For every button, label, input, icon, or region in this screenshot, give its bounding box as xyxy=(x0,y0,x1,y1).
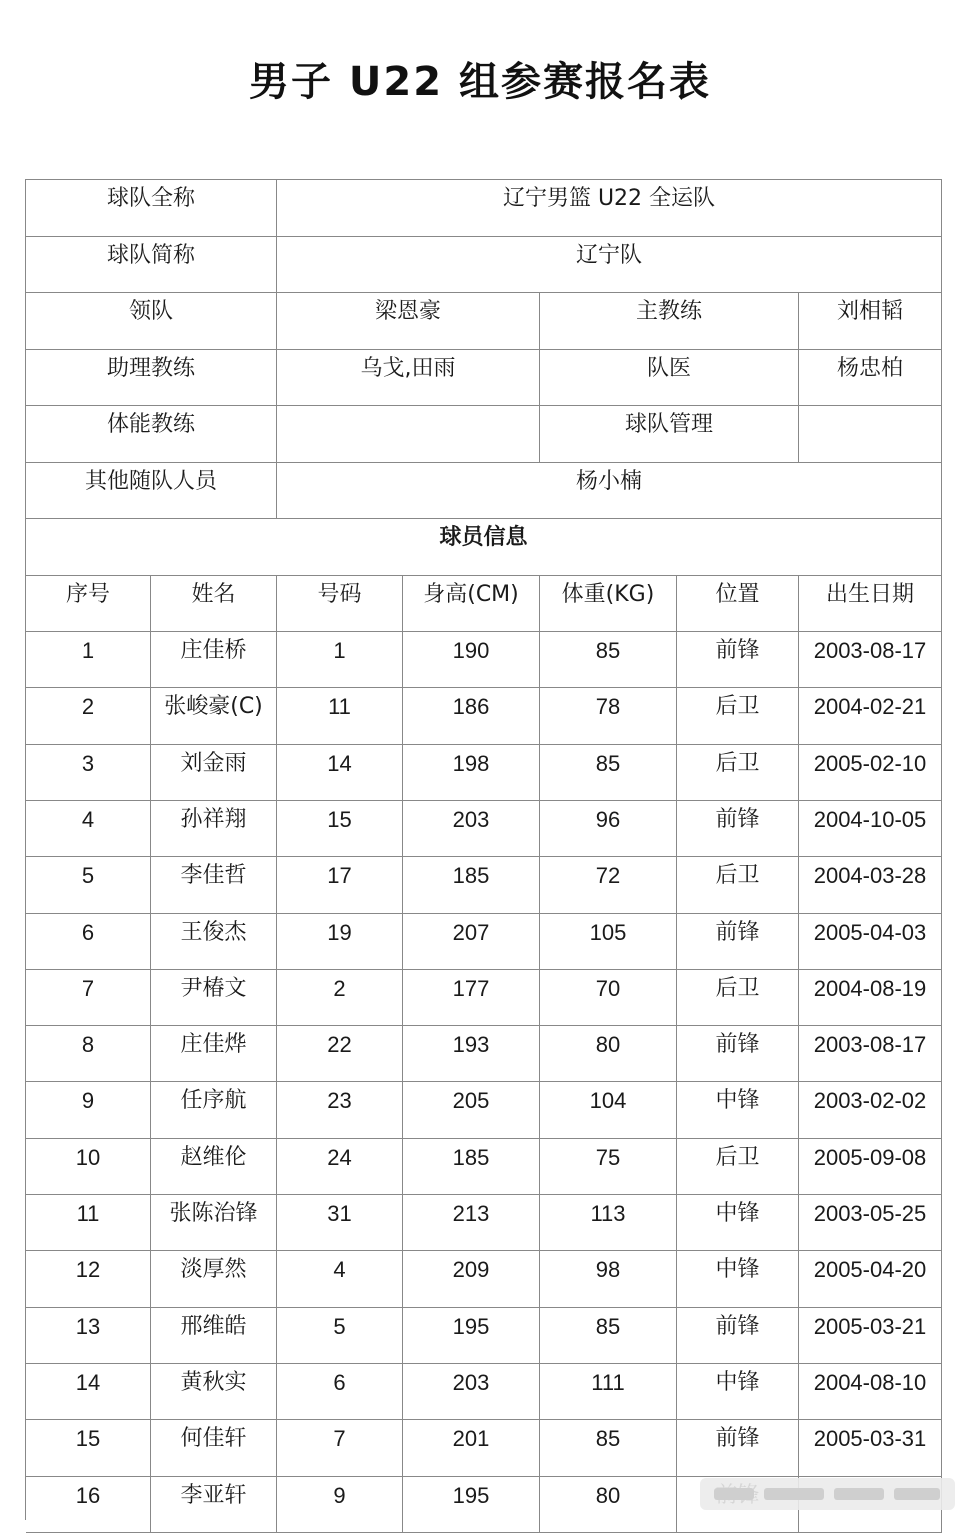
cell-position: 后卫 xyxy=(677,1139,799,1195)
cell-height: 203 xyxy=(403,1364,540,1420)
cell-position: 中锋 xyxy=(677,1251,799,1308)
cell-height: 207 xyxy=(403,914,540,970)
cell-weight: 98 xyxy=(540,1251,677,1308)
cell-position: 中锋 xyxy=(677,1195,799,1251)
cell-weight: 75 xyxy=(540,1139,677,1195)
cell-height: 185 xyxy=(403,857,540,914)
cell-birthdate: 2005-03-21 xyxy=(799,1308,942,1364)
cell-height: 203 xyxy=(403,801,540,857)
cell-position: 前锋 xyxy=(677,632,799,688)
cell-weight: 85 xyxy=(540,632,677,688)
cell-weight: 96 xyxy=(540,801,677,857)
cell-number: 4 xyxy=(277,1251,403,1308)
cell-weight: 105 xyxy=(540,914,677,970)
cell-name: 王俊杰 xyxy=(151,914,277,970)
cell-position: 前锋 xyxy=(677,914,799,970)
cell-birthdate: 2004-03-28 xyxy=(799,857,942,914)
leader-value: 梁恩豪 xyxy=(277,293,540,350)
cell-height: 195 xyxy=(403,1308,540,1364)
cell-weight: 111 xyxy=(540,1364,677,1420)
column-header-weight: 体重(KG) xyxy=(540,576,677,632)
cell-weight: 113 xyxy=(540,1195,677,1251)
watermark-mark xyxy=(714,1488,754,1500)
leader-label: 领队 xyxy=(26,293,277,350)
cell-name: 何佳轩 xyxy=(151,1420,277,1477)
team-full-name-value: 辽宁男篮 U22 全运队 xyxy=(277,180,942,237)
cell-name: 李佳哲 xyxy=(151,857,277,914)
cell-name: 张陈治锋 xyxy=(151,1195,277,1251)
cell-weight: 72 xyxy=(540,857,677,914)
cell-number: 19 xyxy=(277,914,403,970)
cell-height: 205 xyxy=(403,1082,540,1139)
cell-index: 2 xyxy=(26,688,151,745)
cell-number: 9 xyxy=(277,1477,403,1533)
cell-name: 李亚轩 xyxy=(151,1477,277,1533)
column-header-number: 号码 xyxy=(277,576,403,632)
cell-height: 198 xyxy=(403,745,540,801)
cell-name: 黄秋实 xyxy=(151,1364,277,1420)
watermark-mark xyxy=(894,1488,940,1500)
cell-height: 177 xyxy=(403,970,540,1026)
head-coach-label: 主教练 xyxy=(540,293,799,350)
cell-index: 7 xyxy=(26,970,151,1026)
watermark-mark xyxy=(764,1488,824,1500)
cell-birthdate: 2003-08-17 xyxy=(799,632,942,688)
cell-position: 后卫 xyxy=(677,745,799,801)
cell-name: 邢维皓 xyxy=(151,1308,277,1364)
cell-index: 1 xyxy=(26,632,151,688)
cell-index: 16 xyxy=(26,1477,151,1533)
cell-index: 5 xyxy=(26,857,151,914)
cell-birthdate: 2004-08-10 xyxy=(799,1364,942,1420)
cell-position: 后卫 xyxy=(677,688,799,745)
registration-table xyxy=(25,179,942,1520)
cell-name: 庄佳桥 xyxy=(151,632,277,688)
cell-name: 庄佳烨 xyxy=(151,1026,277,1082)
cell-name: 刘金雨 xyxy=(151,745,277,801)
cell-index: 11 xyxy=(26,1195,151,1251)
cell-birthdate: 2005-09-08 xyxy=(799,1139,942,1195)
cell-number: 24 xyxy=(277,1139,403,1195)
cell-height: 195 xyxy=(403,1477,540,1533)
cell-name: 尹椿文 xyxy=(151,970,277,1026)
cell-height: 213 xyxy=(403,1195,540,1251)
cell-index: 10 xyxy=(26,1139,151,1195)
cell-name: 孙祥翔 xyxy=(151,801,277,857)
cell-position: 前锋 xyxy=(677,1026,799,1082)
cell-weight: 85 xyxy=(540,745,677,801)
cell-position: 中锋 xyxy=(677,1082,799,1139)
other-staff-value: 杨小楠 xyxy=(277,463,942,519)
cell-birthdate: 2005-02-10 xyxy=(799,745,942,801)
cell-index: 13 xyxy=(26,1308,151,1364)
cell-weight: 70 xyxy=(540,970,677,1026)
cell-birthdate: 2005-04-20 xyxy=(799,1251,942,1308)
cell-number: 31 xyxy=(277,1195,403,1251)
cell-number: 11 xyxy=(277,688,403,745)
cell-number: 6 xyxy=(277,1364,403,1420)
cell-position: 中锋 xyxy=(677,1364,799,1420)
cell-height: 186 xyxy=(403,688,540,745)
cell-number: 5 xyxy=(277,1308,403,1364)
team-manager-label: 球队管理 xyxy=(540,406,799,463)
cell-position: 前锋 xyxy=(677,801,799,857)
team-full-name-label: 球队全称 xyxy=(26,180,277,237)
cell-birthdate: 2004-02-21 xyxy=(799,688,942,745)
page-title: 男子 U22 组参赛报名表 xyxy=(249,59,711,105)
cell-index: 12 xyxy=(26,1251,151,1308)
column-header-birthdate: 出生日期 xyxy=(799,576,942,632)
cell-height: 193 xyxy=(403,1026,540,1082)
cell-index: 15 xyxy=(26,1420,151,1477)
cell-number: 22 xyxy=(277,1026,403,1082)
cell-number: 23 xyxy=(277,1082,403,1139)
cell-weight: 80 xyxy=(540,1026,677,1082)
cell-name: 任序航 xyxy=(151,1082,277,1139)
cell-number: 17 xyxy=(277,857,403,914)
cell-name: 赵维伦 xyxy=(151,1139,277,1195)
team-manager-value xyxy=(799,406,942,463)
cell-number: 14 xyxy=(277,745,403,801)
cell-birthdate: 2003-05-25 xyxy=(799,1195,942,1251)
cell-weight: 85 xyxy=(540,1308,677,1364)
cell-birthdate: 2004-08-19 xyxy=(799,970,942,1026)
fitness-coach-label: 体能教练 xyxy=(26,406,277,463)
cell-weight: 78 xyxy=(540,688,677,745)
cell-index: 9 xyxy=(26,1082,151,1139)
cell-height: 185 xyxy=(403,1139,540,1195)
cell-number: 7 xyxy=(277,1420,403,1477)
cell-position: 后卫 xyxy=(677,857,799,914)
other-staff-label: 其他随队人员 xyxy=(26,463,277,519)
column-header-height: 身高(CM) xyxy=(403,576,540,632)
cell-height: 209 xyxy=(403,1251,540,1308)
cell-name: 淡厚然 xyxy=(151,1251,277,1308)
cell-birthdate: 2003-08-17 xyxy=(799,1026,942,1082)
cell-height: 190 xyxy=(403,632,540,688)
cell-index: 8 xyxy=(26,1026,151,1082)
cell-birthdate: 2004-10-05 xyxy=(799,801,942,857)
cell-index: 4 xyxy=(26,801,151,857)
team-doctor-value: 杨忠柏 xyxy=(799,350,942,406)
cell-index: 3 xyxy=(26,745,151,801)
players-section-title: 球员信息 xyxy=(26,519,942,576)
cell-index: 14 xyxy=(26,1364,151,1420)
assistant-coach-label: 助理教练 xyxy=(26,350,277,406)
column-header-index: 序号 xyxy=(26,576,151,632)
fitness-coach-value xyxy=(277,406,540,463)
team-short-name-label: 球队简称 xyxy=(26,237,277,293)
column-header-position: 位置 xyxy=(677,576,799,632)
column-header-name: 姓名 xyxy=(151,576,277,632)
team-short-name-value: 辽宁队 xyxy=(277,237,942,293)
cell-weight: 104 xyxy=(540,1082,677,1139)
team-doctor-label: 队医 xyxy=(540,350,799,406)
cell-birthdate: 2005-04-03 xyxy=(799,914,942,970)
cell-position: 后卫 xyxy=(677,970,799,1026)
cell-name: 张峻豪(C) xyxy=(151,688,277,745)
cell-birthdate: 2005-03-31 xyxy=(799,1420,942,1477)
cell-birthdate: 2003-02-02 xyxy=(799,1082,942,1139)
cell-weight: 85 xyxy=(540,1420,677,1477)
cell-position: 前锋 xyxy=(677,1420,799,1477)
cell-number: 2 xyxy=(277,970,403,1026)
cell-number: 15 xyxy=(277,801,403,857)
cell-weight: 80 xyxy=(540,1477,677,1533)
watermark xyxy=(700,1478,955,1510)
watermark-mark xyxy=(834,1488,884,1500)
cell-index: 6 xyxy=(26,914,151,970)
cell-position: 前锋 xyxy=(677,1308,799,1364)
assistant-coach-value: 乌戈,田雨 xyxy=(277,350,540,406)
head-coach-value: 刘相韬 xyxy=(799,293,942,350)
cell-number: 1 xyxy=(277,632,403,688)
cell-height: 201 xyxy=(403,1420,540,1477)
